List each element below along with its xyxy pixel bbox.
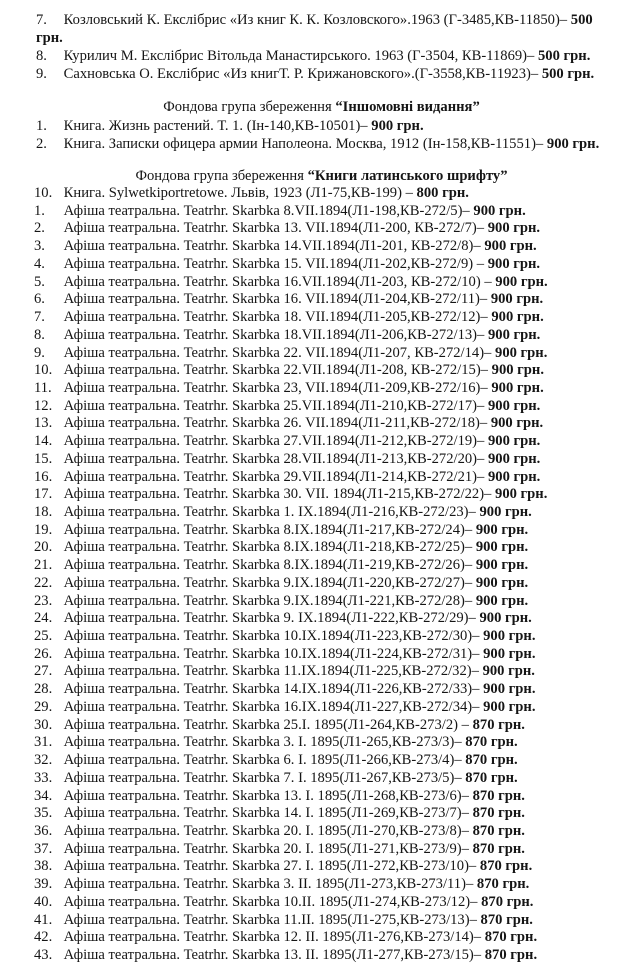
list-item xyxy=(34,823,525,839)
item-text: Афіша театральна. Teatrhr. Skarbka 22. VII.1894(Л1-207, КВ-272/14)– xyxy=(63,344,492,361)
item-number: 33. xyxy=(34,769,53,786)
item-price: 900 грн. xyxy=(491,362,544,379)
list-item xyxy=(34,876,529,892)
item-price: 900 грн. xyxy=(487,326,541,343)
item-text: Афіша театральна. Teatrhr. Skarbka 15. VII.1894(Л1-202,КВ-272/9) – xyxy=(63,255,485,272)
item-number: 6. xyxy=(34,291,45,308)
item-text: Книга. Жизнь растений. Т. 1. (Ін-140,КВ-10501)– xyxy=(63,118,368,134)
item-text: Козловський К. Екслібрис «Из книг К. К. Козловского».1963 (Г-3485,КВ-11850)– xyxy=(63,12,568,28)
item-price: 900 грн. xyxy=(487,397,541,414)
item-price: 900 грн. xyxy=(490,291,544,308)
list-item xyxy=(34,274,548,290)
item-number: 18. xyxy=(34,504,53,520)
list-item xyxy=(34,788,525,804)
item-price: 500 грн. xyxy=(538,48,591,64)
heading-prefix: Фондова група збереження xyxy=(135,168,304,184)
item-price: 900 грн. xyxy=(475,592,529,609)
item-number: 30. xyxy=(34,716,53,733)
item-price: 900 грн. xyxy=(482,663,535,680)
list-item xyxy=(36,118,424,134)
item-price: 870 грн. xyxy=(465,752,518,768)
item-price: 500 грн. xyxy=(541,66,595,82)
list-item xyxy=(34,539,528,555)
item-number: 35. xyxy=(34,805,53,822)
item-number: 21. xyxy=(34,557,53,574)
item-price: 900 грн. xyxy=(491,309,544,325)
item-text: Афіша театральна. Teatrhr. Skarbka 11.II. 1895(Л1-275,КВ-273/13)– xyxy=(63,911,477,928)
list-item xyxy=(34,858,532,874)
item-text: Афіша театральна. Teatrhr. Skarbka 29.VII.1894(Л1-214,КВ-272/21)– xyxy=(63,468,485,485)
item-text: Афіша театральна. Teatrhr. Skarbka 26. VII.1894(Л1-211,КВ-272/18)– xyxy=(63,415,488,432)
item-number: 1. xyxy=(36,118,47,134)
item-text: Афіша театральна. Teatrhr. Skarbka 25.VII.1894(Л1-210,КВ-272/17)– xyxy=(63,397,485,414)
item-price: 900 грн. xyxy=(475,521,529,538)
item-price: 870 грн. xyxy=(476,876,530,893)
item-number: 36. xyxy=(34,822,53,839)
list-item xyxy=(34,717,525,733)
list-item xyxy=(34,894,533,910)
list-item xyxy=(34,841,525,857)
list-item xyxy=(34,256,540,272)
list-item xyxy=(34,770,518,786)
list-item xyxy=(34,646,535,662)
item-text: Афіша театральна. Teatrhr. Skarbka 12. II. 1895(Л1-276,КВ-273/14)– xyxy=(63,929,482,946)
item-number: 9. xyxy=(34,344,45,361)
item-price: 870 грн. xyxy=(484,947,538,963)
list-item xyxy=(34,203,526,219)
item-number: 24. xyxy=(34,610,53,627)
item-price: 900 грн. xyxy=(491,379,544,396)
item-number: 27. xyxy=(34,663,53,680)
item-text: Афіша театральна. Teatrhr. Skarbka 3. II. 1895(Л1-273,КВ-273/11)– xyxy=(63,876,474,893)
item-number: 31. xyxy=(34,734,53,751)
list-item xyxy=(34,663,535,679)
list-item xyxy=(34,699,535,715)
item-text: Афіша театральна. Teatrhr. Skarbka 18. VII.1894(Л1-205,КВ-272/12)– xyxy=(63,309,488,325)
item-number: 34. xyxy=(34,787,53,804)
item-price: 900 грн. xyxy=(473,202,526,219)
item-text: Афіша театральна. Teatrhr. Skarbka 8.IX.1894(Л1-219,КВ-272/26)– xyxy=(63,557,473,574)
item-number: 11. xyxy=(34,379,52,396)
list-item xyxy=(36,12,593,28)
item-number: 12. xyxy=(34,397,53,414)
item-price: 900 грн. xyxy=(487,468,541,485)
section-heading-latin xyxy=(0,168,643,185)
item-number: 16. xyxy=(34,468,53,485)
item-number: 14. xyxy=(34,433,53,450)
item-text: Книга. Sylwetkiportretowe. Львів, 1923 (Л1-75,КВ-199) – xyxy=(63,185,413,201)
item-text: Афіша театральна. Teatrhr. Skarbka 11.IX.1894(Л1-225,КВ-272/32)– xyxy=(63,663,479,680)
item-price: 900 грн. xyxy=(483,628,536,644)
item-number: 39. xyxy=(34,876,53,893)
item-price: 900 грн. xyxy=(479,610,532,627)
item-number: 2. xyxy=(34,220,45,237)
item-number: 23. xyxy=(34,592,53,609)
list-item xyxy=(34,504,532,520)
item-text: Афіша театральна. Teatrhr. Skarbka 16.VII.1894(Л1-203, КВ-272/10) – xyxy=(63,273,492,290)
item-price: 900 грн. xyxy=(475,574,529,591)
item-number: 10. xyxy=(34,362,53,379)
item-number: 32. xyxy=(34,752,53,768)
item-price: 870 грн. xyxy=(465,734,518,751)
item-price: 870 грн. xyxy=(484,929,538,946)
item-price: 900 грн. xyxy=(487,433,541,450)
list-item xyxy=(34,610,532,626)
list-item xyxy=(34,291,543,307)
item-text: Афіша театральна. Teatrhr. Skarbka 8.IX.1894(Л1-217,КВ-272/24)– xyxy=(63,521,473,538)
list-item xyxy=(34,362,544,378)
list-item xyxy=(34,451,540,467)
item-number: 1. xyxy=(34,202,45,219)
list-item-continuation xyxy=(36,30,63,46)
item-text: Афіша театральна. Teatrhr. Skarbka 25.I. 1895(Л1-264,КВ-273/2) – xyxy=(63,716,469,733)
item-number: 28. xyxy=(34,681,53,698)
item-text: Афіша театральна. Teatrhr. Skarbka 3. I. 1895(Л1-265,КВ-273/3)– xyxy=(63,734,462,751)
item-number: 37. xyxy=(34,840,53,857)
item-text: Афіша театральна. Teatrhr. Skarbka 10.II. 1895(Л1-274,КВ-273/12)– xyxy=(63,893,478,910)
item-price: 870 грн. xyxy=(481,893,534,910)
item-text: Афіша театральна. Teatrhr. Skarbka 13. II. 1895(Л1-277,КВ-273/15)– xyxy=(63,947,482,963)
item-text: Афіша театральна. Teatrhr. Skarbka 8.IX.1894(Л1-218,КВ-272/25)– xyxy=(63,539,473,556)
heading-title: “Іншомовні видання” xyxy=(335,99,480,115)
item-text: Афіша театральна. Teatrhr. Skarbka 10.IX.1894(Л1-224,КВ-272/31)– xyxy=(63,645,480,662)
list-item xyxy=(34,734,518,750)
item-price: 900 грн. xyxy=(475,557,529,574)
list-item xyxy=(34,309,544,325)
item-number: 29. xyxy=(34,698,53,715)
item-price: 800 грн. xyxy=(416,185,469,201)
item-price: 900 грн. xyxy=(487,450,541,467)
item-price: 870 грн. xyxy=(480,911,533,928)
item-price: 870 грн. xyxy=(472,805,525,822)
list-item xyxy=(34,929,537,945)
item-number: 19. xyxy=(34,521,53,538)
heading-prefix: Фондова група збереження xyxy=(163,99,332,115)
item-price: 900 грн. xyxy=(484,238,537,255)
item-text: Афіша театральна. Teatrhr. Skarbka 20. I. 1895(Л1-271,КВ-273/9)– xyxy=(63,840,469,857)
item-text: Афіша театральна. Teatrhr. Skarbka 6. I. 1895(Л1-266,КВ-273/4)– xyxy=(63,752,462,768)
item-number: 42. xyxy=(34,929,53,946)
item-text: Афіша театральна. Teatrhr. Skarbka 8.VII.1894(Л1-198,КВ-272/5)– xyxy=(63,202,470,219)
item-text: Афіша театральна. Teatrhr. Skarbka 1. IX.1894(Л1-216,КВ-272/23)– xyxy=(63,504,476,520)
item-text: Афіша театральна. Teatrhr. Skarbka 7. I. 1895(Л1-267,КВ-273/5)– xyxy=(63,769,462,786)
item-text: Афіша театральна. Teatrhr. Skarbka 13. VII.1894(Л1-200, КВ-272/7)– xyxy=(63,220,485,237)
item-text: Афіша театральна. Teatrhr. Skarbka 14. I. 1895(Л1-269,КВ-273/7)– xyxy=(63,805,469,822)
item-text: Афіша театральна. Teatrhr. Skarbka 14.IX.1894(Л1-226,КВ-272/33)– xyxy=(63,681,480,698)
item-price: 900 грн. xyxy=(487,220,541,237)
item-text: Афіша театральна. Teatrhr. Skarbka 27.VII.1894(Л1-212,КВ-272/19)– xyxy=(63,433,485,450)
list-item xyxy=(34,522,528,538)
item-price: 870 грн. xyxy=(472,822,525,839)
item-text: Афіша театральна. Teatrhr. Skarbka 9.IX.1894(Л1-221,КВ-272/28)– xyxy=(63,592,473,609)
item-number: 25. xyxy=(34,628,53,644)
item-text: Афіша театральна. Teatrhr. Skarbka 22.VII.1894(Л1-208, КВ-272/15)– xyxy=(63,362,488,379)
list-item xyxy=(36,136,599,152)
item-price: 900 грн. xyxy=(495,344,548,361)
list-item xyxy=(36,66,594,82)
list-item xyxy=(34,238,537,254)
item-text: Афіша театральна. Teatrhr. Skarbka 16. VII.1894(Л1-204,КВ-272/11)– xyxy=(63,291,488,308)
item-number: 7. xyxy=(34,309,45,325)
item-price: 870 грн. xyxy=(472,787,525,804)
item-text: Афіша театральна. Teatrhr. Skarbka 18.VII.1894(Л1-206,КВ-272/13)– xyxy=(63,326,485,343)
item-price: 870 грн. xyxy=(472,840,525,857)
item-price: 870 грн. xyxy=(472,716,525,733)
item-text: Афіша театральна. Teatrhr. Skarbka 27. I. 1895(Л1-272,КВ-273/10)– xyxy=(63,858,477,875)
item-text: Афіша театральна. Teatrhr. Skarbka 23, VII.1894(Л1-209,КВ-272/16)– xyxy=(63,379,488,396)
item-text: Книга. Записки офицера армии Наполеона. Москва, 1912 (Ін-158,КВ-11551)– xyxy=(63,136,544,152)
list-item xyxy=(34,947,537,963)
item-number: 3. xyxy=(34,238,45,255)
item-number: 10. xyxy=(34,185,53,201)
list-item xyxy=(34,628,535,644)
item-text: Афіша театральна. Teatrhr. Skarbka 13. I. 1895(Л1-268,КВ-273/6)– xyxy=(63,787,469,804)
item-number: 9. xyxy=(36,66,47,82)
item-text: Сахновська О. Екслібрис «Из книгТ. Р. Крижановского».(Г-3558,КВ-11923)– xyxy=(63,66,539,82)
item-text: Афіша театральна. Teatrhr. Skarbka 28.VII.1894(Л1-213,КВ-272/20)– xyxy=(63,450,485,467)
heading-title: “Книги латинського шрифту” xyxy=(307,168,508,184)
item-text: Курилич М. Екслібрис Вітольда Манастирського. 1963 (Г-3504, КВ-11869)– xyxy=(63,48,535,64)
item-price: 900 грн. xyxy=(495,273,548,290)
section-heading-foreign xyxy=(0,99,643,116)
item-number: 43. xyxy=(34,947,53,963)
item-number: 40. xyxy=(34,893,53,910)
item-price: 900 грн. xyxy=(483,681,536,698)
list-item xyxy=(34,557,528,573)
item-number: 8. xyxy=(36,48,47,64)
list-item xyxy=(34,912,533,928)
list-item xyxy=(34,220,540,236)
item-price: 870 грн. xyxy=(479,858,533,875)
item-number: 2. xyxy=(36,136,47,152)
item-text: Афіша театральна. Teatrhr. Skarbka 14.VII.1894(Л1-201, КВ-272/8)– xyxy=(63,238,481,255)
item-price-continuation: грн. xyxy=(36,30,63,46)
item-number: 15. xyxy=(34,450,53,467)
list-item xyxy=(34,398,540,414)
list-item xyxy=(34,486,547,502)
list-item xyxy=(34,345,547,361)
item-number: 5. xyxy=(34,273,45,290)
item-text: Афіша театральна. Teatrhr. Skarbka 10.IX.1894(Л1-223,КВ-272/30)– xyxy=(63,628,480,644)
item-number: 22. xyxy=(34,574,53,591)
item-text: Афіша театральна. Teatrhr. Skarbka 30. VII. 1894(Л1-215,КВ-272/22)– xyxy=(63,486,492,503)
item-number: 13. xyxy=(34,415,53,432)
item-price: 900 грн. xyxy=(546,136,600,152)
item-price: 900 грн. xyxy=(479,504,532,520)
list-item xyxy=(34,433,540,449)
item-price: 870 грн. xyxy=(465,769,518,786)
item-price: 900 грн. xyxy=(483,698,536,715)
item-text: Афіша театральна. Teatrhr. Skarbka 9.IX.1894(Л1-220,КВ-272/27)– xyxy=(63,574,473,591)
item-number: 7. xyxy=(36,12,47,28)
item-number: 26. xyxy=(34,645,53,662)
list-item xyxy=(34,752,518,768)
list-item xyxy=(34,593,528,609)
item-price: 500 xyxy=(570,12,593,28)
item-text: Афіша театральна. Teatrhr. Skarbka 16.IX.1894(Л1-227,КВ-272/34)– xyxy=(63,698,480,715)
item-number: 8. xyxy=(34,326,45,343)
item-price: 900 грн. xyxy=(371,118,424,134)
list-item xyxy=(36,48,590,64)
list-item xyxy=(34,575,528,591)
item-number: 17. xyxy=(34,486,53,503)
item-price: 900 грн. xyxy=(475,539,529,556)
item-price: 900 грн. xyxy=(487,255,541,272)
item-price: 900 грн. xyxy=(483,645,536,662)
list-item xyxy=(34,681,535,697)
item-number: 4. xyxy=(34,255,45,272)
item-price: 900 грн. xyxy=(490,415,544,432)
item-number: 41. xyxy=(34,911,53,928)
item-text: Афіша театральна. Teatrhr. Skarbka 20. I. 1895(Л1-270,КВ-273/8)– xyxy=(63,822,469,839)
list-item xyxy=(34,185,469,201)
item-price: 900 грн. xyxy=(495,486,548,503)
list-item xyxy=(34,415,543,431)
list-item xyxy=(34,327,540,343)
item-number: 20. xyxy=(34,539,53,556)
list-item xyxy=(34,380,544,396)
list-item xyxy=(34,469,540,485)
list-item xyxy=(34,805,525,821)
item-number: 38. xyxy=(34,858,53,875)
item-text: Афіша театральна. Teatrhr. Skarbka 9. IX.1894(Л1-222,КВ-272/29)– xyxy=(63,610,476,627)
